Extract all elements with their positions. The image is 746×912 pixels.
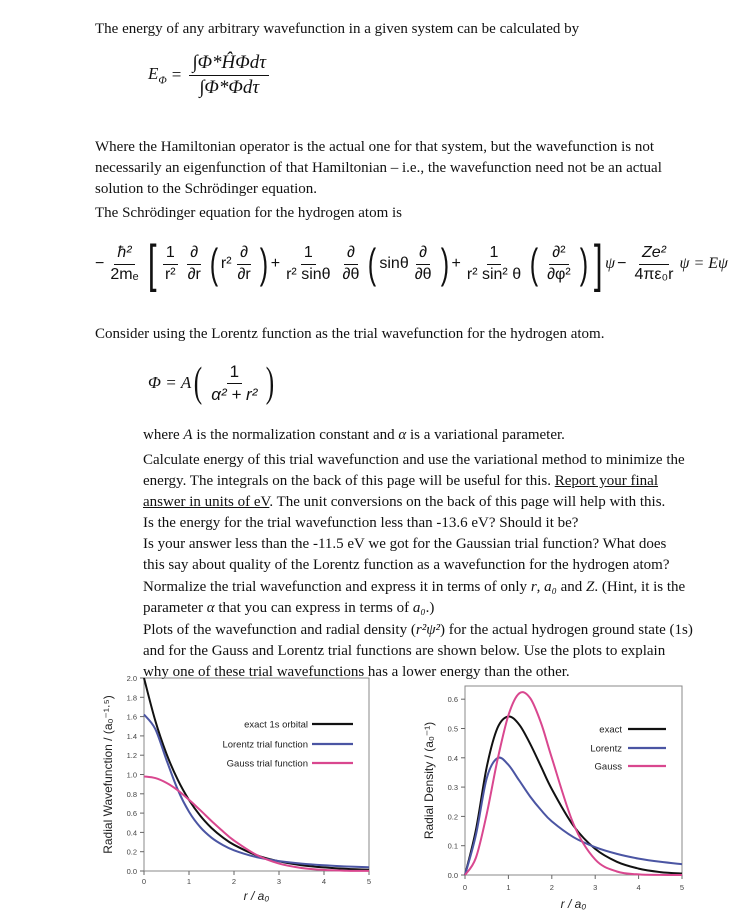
text-segment: where bbox=[143, 427, 184, 443]
y-tick-label: 0.0 bbox=[126, 867, 137, 876]
energy-equation: $E_\Phi$ = $\frac{\text{∫Φ*ĤΦdτ}}{\text{∫Φ*Φdτ}}$ bbox=[148, 52, 272, 99]
series-line-gauss bbox=[465, 692, 682, 875]
legend-label: exact bbox=[599, 724, 622, 736]
intro-text: The energy of any arbitrary wavefunction in a given system can be calculated by bbox=[95, 21, 580, 37]
plot-frame bbox=[144, 678, 369, 871]
text-segment: Z bbox=[586, 579, 595, 595]
x-tick-label: 3 bbox=[276, 877, 282, 886]
text-segment: a₀ bbox=[412, 600, 426, 616]
y-tick-label: 1.0 bbox=[126, 770, 137, 780]
energy-fraction: $\frac{\text{∫Φ*ĤΦdτ}}{\text{∫Φ*Φdτ}}$ bbox=[189, 52, 269, 99]
instruction-line bbox=[143, 451, 685, 469]
legend-label: exact 1s orbital bbox=[244, 719, 308, 731]
text-segment: a₀ bbox=[544, 579, 557, 595]
x-tick-label: 0 bbox=[462, 883, 468, 892]
text-segment: Normalize the trial wavefunction and express it in terms of only bbox=[143, 579, 531, 595]
text-segment: Calculate energy of this trial wavefunction and use the variational method to minimize the bbox=[143, 452, 685, 468]
instruction-line bbox=[143, 621, 693, 639]
x-tick-label: 4 bbox=[636, 883, 641, 892]
x-tick-label: 1 bbox=[506, 883, 511, 892]
text-segment: and for the Gauss and Lorentz trial functions are shown below. Use the plots to explain bbox=[143, 643, 666, 659]
lorentz-equation: Φ = A ( $\frac{1}{\text{α² + r²}}$ ) bbox=[148, 360, 275, 407]
schrodinger-equation: − $\frac{\text{ħ²}}{\text{2mₑ}}$ [ $\frac{1}{\text{r²}}$ $\frac{\partial}{\partial r}$ ( r² $\frac{\partial}{\partial r}$ ) + $\frac{1}{\text{r² sinθ}}$ $\frac{\partial}{\partial\theta}$ ( sinθ $\frac{\partial}{\partial\theta}$ ) + $\frac{1}{\text{r² sin² θ}}$ ( $\frac{\text{∂²}}{\text{∂φ²}}$ ) ] ψ − $\frac{\text{Ze²}}{\text{4πε₀r}}$ ψ = Eψ bbox=[95, 235, 728, 293]
instruction-line bbox=[143, 426, 565, 444]
text-segment: that you can express in terms of bbox=[214, 600, 413, 616]
text-segment: is a variational parameter. bbox=[406, 427, 565, 443]
text-segment: r bbox=[530, 579, 537, 595]
y-tick-label: 0.1 bbox=[447, 841, 458, 851]
y-tick-label: 0.0 bbox=[447, 871, 458, 880]
x-axis-label: r / a₀ bbox=[243, 889, 270, 903]
y-tick-label: 0.4 bbox=[447, 753, 458, 763]
y-tick-label: 1.6 bbox=[126, 712, 137, 722]
where-line-2: necessarily an eigenfunction of that Hamiltonian – i.e., the wavefunction need not be an actual bbox=[95, 160, 662, 176]
y-tick-label: 0.6 bbox=[447, 695, 458, 705]
x-tick-label: 0 bbox=[141, 877, 147, 886]
y-tick-label: 0.4 bbox=[126, 828, 137, 838]
x-tick-label: 1 bbox=[186, 877, 192, 886]
x-tick-label: 2 bbox=[231, 877, 237, 886]
instruction-line bbox=[143, 472, 658, 490]
instruction-line bbox=[143, 642, 665, 660]
text-segment: . (Hint, it is the bbox=[594, 579, 686, 595]
y-tick-label: 1.2 bbox=[126, 751, 137, 761]
instruction-line bbox=[143, 514, 578, 532]
where-line-3: solution to the Schrödinger equation. bbox=[95, 181, 318, 197]
x-tick-label: 5 bbox=[679, 883, 685, 892]
text-segment: , bbox=[536, 579, 545, 595]
y-tick-label: 0.8 bbox=[126, 789, 137, 799]
text-segment: . The unit conversions on the back of this page will help with this. bbox=[269, 494, 666, 510]
text-segment: Is your answer less than the -11.5 eV we got for the Gaussian trial function? What does bbox=[143, 536, 667, 552]
text-segment: answer in units of eV bbox=[143, 494, 270, 510]
legend-label: Gauss trial function bbox=[226, 758, 308, 770]
text-segment: this say about quality of the Lorentz function as a wavefunction for the hydrogen atom? bbox=[143, 557, 670, 573]
y-tick-label: 0.2 bbox=[447, 812, 458, 822]
consider-text: Consider using the Lorentz function as the trial wavefunction for the hydrogen atom. bbox=[95, 326, 605, 342]
x-tick-label: 4 bbox=[321, 877, 327, 886]
text-segment: r²ψ² bbox=[415, 622, 441, 638]
x-tick-label: 5 bbox=[366, 877, 372, 886]
energy-symbol: $E_\Phi$ bbox=[148, 64, 167, 87]
legend-label: Lorentz bbox=[590, 743, 622, 755]
text-segment: is the normalization constant and bbox=[192, 427, 399, 443]
legend-label: Gauss bbox=[594, 761, 622, 773]
wavefunction-chart bbox=[90, 660, 390, 912]
text-segment: ) for the actual hydrogen ground state (1s) bbox=[440, 622, 693, 638]
y-axis-label: Radial Density / (a₀⁻¹) bbox=[422, 721, 436, 840]
series-line-exact bbox=[465, 716, 682, 875]
text-segment: α bbox=[206, 600, 215, 616]
x-axis-label: r / a₀ bbox=[560, 897, 587, 911]
y-tick-label: 1.4 bbox=[126, 731, 137, 741]
text-segment: A bbox=[183, 427, 193, 443]
y-axis-label: Radial Wavefunction / (a₀⁻¹·⁵) bbox=[101, 695, 115, 854]
text-segment: parameter bbox=[143, 600, 207, 616]
instruction-line bbox=[143, 556, 670, 574]
text-segment: Report your final bbox=[554, 473, 659, 489]
where-line-1: Where the Hamiltonian operator is the actual one for that system, but the wavefunction is not bbox=[95, 139, 654, 155]
instruction-line bbox=[143, 578, 685, 596]
instruction-line bbox=[143, 493, 665, 511]
series-line-lorentz bbox=[465, 758, 682, 875]
text-segment: Plots of the wavefunction and radial density ( bbox=[143, 622, 416, 638]
y-tick-label: 1.8 bbox=[126, 693, 137, 703]
y-tick-label: 0.2 bbox=[126, 847, 137, 857]
schrodinger-intro: The Schrödinger equation for the hydrogen atom is bbox=[95, 205, 403, 221]
y-tick-label: 0.5 bbox=[447, 724, 458, 734]
text-segment: Is the energy for the trial wavefunction less than -13.6 eV? Should it be? bbox=[143, 515, 579, 531]
instruction-line bbox=[143, 599, 434, 617]
instruction-line bbox=[143, 535, 666, 553]
series-line-exact bbox=[144, 678, 369, 870]
legend-label: Lorentz trial function bbox=[222, 739, 308, 751]
y-tick-label: 0.6 bbox=[126, 809, 137, 819]
x-tick-label: 3 bbox=[593, 883, 598, 892]
text-segment: and bbox=[556, 579, 587, 595]
text-segment: why one of these trial wavefunctions has a lower energy than the other. bbox=[143, 664, 570, 680]
y-tick-label: 2.0 bbox=[126, 674, 137, 683]
text-segment: .) bbox=[425, 600, 435, 616]
plot-frame bbox=[465, 686, 682, 875]
radial-density-chart bbox=[410, 660, 710, 912]
x-tick-label: 2 bbox=[549, 883, 554, 892]
text-segment: α bbox=[398, 427, 407, 443]
y-tick-label: 0.3 bbox=[447, 783, 458, 793]
text-segment: energy. The integrals on the back of this page will be useful for this. bbox=[143, 473, 555, 489]
